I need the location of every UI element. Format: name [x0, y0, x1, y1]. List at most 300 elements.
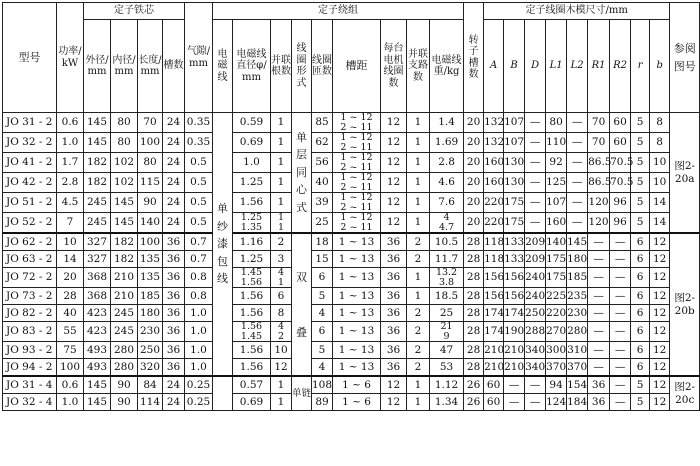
- pitch-cell: [333, 342, 381, 359]
- cell-line: 1.56: [240, 321, 263, 332]
- coil-turns-cell: 108: [312, 376, 333, 394]
- mold-L2-cell: —: [567, 133, 588, 153]
- coil-turns-cell: 89: [312, 394, 333, 411]
- slots-cell: 24: [163, 153, 185, 173]
- cell-line: 1.56: [239, 289, 264, 302]
- table-row: [3, 173, 700, 193]
- rotor-slots-header: 转子槽数: [464, 3, 484, 113]
- cell-line: 2 ~ 11: [340, 201, 373, 213]
- cell-line: 2 ~ 11: [340, 161, 373, 173]
- mold-B-cell: 174: [504, 305, 525, 322]
- table-row: [3, 394, 700, 411]
- parallel-branches-cell: 1: [407, 133, 430, 153]
- mold-B-cell: 190: [504, 322, 525, 342]
- wire-diameter-cell: [233, 322, 271, 342]
- coil-form-single-chain: 单链: [292, 376, 312, 411]
- cell-line: 1.56: [239, 196, 264, 209]
- cell-line: 1: [277, 212, 285, 223]
- mold-B-cell: 130: [504, 153, 525, 173]
- cell-line: 1.45: [240, 267, 263, 278]
- mold-b-cell: 12: [650, 376, 670, 394]
- inner-diameter-cell: 210: [111, 268, 138, 288]
- mold-L1-cell: 80: [546, 113, 567, 133]
- slots-cell: 24: [163, 113, 185, 133]
- outer-diameter-header: 外径/mm: [84, 20, 111, 113]
- rotor-slots-cell: 28: [464, 359, 484, 377]
- air-gap-cell: 0.35: [185, 133, 213, 153]
- cell-line: 1.4: [438, 116, 455, 129]
- inner-diameter-cell: 280: [111, 359, 138, 377]
- inner-diameter-cell: 280: [111, 342, 138, 359]
- coils-per-motor-cell: 12: [381, 133, 407, 153]
- cell-line: 0.57: [239, 378, 264, 391]
- air-gap-cell: 0.8: [185, 288, 213, 305]
- inner-diameter-cell: 245: [111, 305, 138, 322]
- table-body: [3, 113, 700, 411]
- coils-per-motor-cell: 36: [381, 359, 407, 377]
- parallel-branches-cell: 1: [407, 213, 430, 234]
- mold-B-cell: —: [504, 394, 525, 411]
- wire-diameter-cell: [233, 359, 271, 377]
- mold-L1-cell: 175: [546, 251, 567, 268]
- mold-R2-cell: —: [610, 342, 631, 359]
- coils-per-motor-cell: 12: [381, 173, 407, 193]
- wire-diameter-cell: [233, 133, 271, 153]
- outer-diameter-cell: 493: [84, 342, 111, 359]
- pitch-cell: [333, 213, 381, 234]
- air-gap-cell: 1.0: [185, 342, 213, 359]
- cell-line: 13.2: [435, 267, 458, 278]
- mold-R1-cell: —: [588, 268, 610, 288]
- mold-R2-cell: 70.5: [610, 153, 631, 173]
- rotor-slots-cell: 28: [464, 342, 484, 359]
- cell-line: 53: [439, 360, 454, 373]
- wire-weight-cell: [430, 193, 464, 213]
- mold-L2-header: L2: [567, 20, 588, 113]
- cell-line: 2 ~ 11: [340, 181, 373, 193]
- mold-r-cell: 6: [631, 322, 650, 342]
- mold-L1-cell: 270: [546, 322, 567, 342]
- parallel-wires-cell: [271, 288, 292, 305]
- winding-header: 定子绕组: [213, 3, 464, 20]
- mold-D-cell: —: [525, 213, 546, 234]
- coils-per-motor-cell: 12: [381, 153, 407, 173]
- table-row: [3, 268, 700, 288]
- coil-form-double-layer: 双叠: [292, 233, 312, 376]
- mold-b-cell: 12: [650, 305, 670, 322]
- mold-A-header: A: [484, 20, 504, 113]
- coils-per-motor-cell: 36: [381, 322, 407, 342]
- mold-r-cell: 6: [631, 342, 650, 359]
- mold-R2-cell: —: [610, 251, 631, 268]
- parallel-wires-cell: [271, 342, 292, 359]
- mold-B-cell: 107: [504, 133, 525, 153]
- cell-line: 2 ~ 11: [340, 121, 373, 133]
- slots-cell: 24: [163, 193, 185, 213]
- mold-L1-cell: 140: [546, 233, 567, 251]
- mold-B-cell: 210: [504, 359, 525, 377]
- cell-line: 1: [277, 378, 285, 391]
- inner-diameter-cell: 245: [111, 322, 138, 342]
- mold-b-cell: 14: [650, 193, 670, 213]
- mold-L2-cell: 180: [567, 251, 588, 268]
- cell-line: 1 ~ 13: [338, 271, 375, 284]
- mold-L2-cell: 235: [567, 288, 588, 305]
- cell-line: 1.12: [434, 378, 459, 391]
- mold-L2-cell: —: [567, 173, 588, 193]
- cell-line: 1 ~ 12: [340, 152, 373, 163]
- mold-b-header: b: [650, 20, 670, 113]
- mold-D-cell: 240: [525, 268, 546, 288]
- cell-line: 1 ~ 13: [338, 252, 375, 265]
- air-gap-cell: 0.7: [185, 251, 213, 268]
- wire-weight-cell: [430, 133, 464, 153]
- mold-L1-cell: 92: [546, 153, 567, 173]
- parallel-wires-cell: [271, 213, 292, 234]
- air-gap-cell: 0.8: [185, 268, 213, 288]
- mold-b-cell: 12: [650, 288, 670, 305]
- mold-L2-cell: 185: [567, 268, 588, 288]
- mold-r-cell: 6: [631, 288, 650, 305]
- cell-line: 10.5: [434, 235, 459, 248]
- mold-R1-cell: 120: [588, 193, 610, 213]
- length-cell: 230: [138, 322, 163, 342]
- power-cell: 7: [57, 213, 84, 234]
- outer-diameter-cell: 145: [84, 376, 111, 394]
- cell-line: 18.5: [434, 289, 459, 302]
- mold-L2-cell: —: [567, 113, 588, 133]
- mold-A-cell: 60: [484, 376, 504, 394]
- length-cell: 70: [138, 113, 163, 133]
- cell-line: 1: [277, 221, 285, 233]
- cell-line: 2 ~ 11: [340, 141, 373, 153]
- mold-R2-cell: —: [610, 233, 631, 251]
- mold-R2-cell: —: [610, 305, 631, 322]
- inner-diameter-cell: 210: [111, 288, 138, 305]
- wire-weight-cell: [430, 288, 464, 305]
- air-gap-cell: 0.5: [185, 213, 213, 234]
- parallel-wires-cell: [271, 153, 292, 173]
- outer-diameter-cell: 145: [84, 394, 111, 411]
- parallel-branches-cell: 1: [407, 376, 430, 394]
- outer-diameter-cell: 245: [84, 193, 111, 213]
- mold-A-cell: 220: [484, 193, 504, 213]
- mold-D-cell: 288: [525, 322, 546, 342]
- wire-weight-cell: [430, 113, 464, 133]
- mold-b-cell: 10: [650, 173, 670, 193]
- mold-D-cell: —: [525, 113, 546, 133]
- rotor-slots-cell: 20: [464, 153, 484, 173]
- cell-line: 1.35: [240, 221, 263, 233]
- mold-R1-cell: —: [588, 251, 610, 268]
- cell-line: 3.8: [438, 276, 455, 288]
- cell-line: 0.59: [239, 116, 264, 129]
- mold-R2-cell: —: [610, 376, 631, 394]
- cell-line: 1: [277, 116, 285, 129]
- air-gap-cell: 0.35: [185, 113, 213, 133]
- length-cell: 250: [138, 342, 163, 359]
- stator-core-header: 定子铁芯: [84, 3, 185, 20]
- coil-turns-cell: 5: [312, 342, 333, 359]
- mold-r-cell: 6: [631, 233, 650, 251]
- wire-diameter-cell: [233, 268, 271, 288]
- mold-R1-header: R1: [588, 20, 610, 113]
- pitch-cell: [333, 153, 381, 173]
- wire-weight-cell: [430, 213, 464, 234]
- parallel-branches-cell: 2: [407, 342, 430, 359]
- mold-L2-cell: —: [567, 153, 588, 173]
- table-row: [3, 376, 700, 394]
- mold-L2-cell: 145: [567, 233, 588, 251]
- parallel-branches-cell: 1: [407, 173, 430, 193]
- mold-r-cell: 5: [631, 376, 650, 394]
- mold-D-cell: —: [525, 173, 546, 193]
- outer-diameter-cell: 368: [84, 268, 111, 288]
- rotor-slots-cell: 20: [464, 213, 484, 234]
- length-cell: 185: [138, 288, 163, 305]
- cell-line: 1 ~ 6: [342, 378, 371, 391]
- length-header: 长度/mm: [138, 20, 163, 113]
- parallel-wires-cell: [271, 133, 292, 153]
- mold-A-cell: 132: [484, 133, 504, 153]
- coil-turns-cell: 4: [312, 305, 333, 322]
- slots-cell: 36: [163, 305, 185, 322]
- cell-line: 1.0: [243, 156, 260, 169]
- mold-b-cell: 8: [650, 133, 670, 153]
- slots-cell: 36: [163, 288, 185, 305]
- pitch-cell: [333, 359, 381, 377]
- coil-form-single-layer: 单层同心式: [292, 113, 312, 234]
- mold-D-cell: 340: [525, 342, 546, 359]
- mold-A-cell: 210: [484, 359, 504, 377]
- parallel-wires-cell: [271, 173, 292, 193]
- coil-turns-cell: 62: [312, 133, 333, 153]
- parallel-branches-cell: 1: [407, 193, 430, 213]
- mold-B-cell: 156: [504, 268, 525, 288]
- length-cell: 140: [138, 213, 163, 234]
- cell-line: 1 ~ 12: [340, 192, 373, 203]
- cell-line: 8: [277, 306, 285, 319]
- coil-turns-cell: 15: [312, 251, 333, 268]
- mold-r-cell: 5: [631, 173, 650, 193]
- cell-line: 25: [439, 306, 454, 319]
- mold-b-cell: 12: [650, 233, 670, 251]
- power-cell: 14: [57, 251, 84, 268]
- outer-diameter-cell: 182: [84, 173, 111, 193]
- length-cell: 100: [138, 133, 163, 153]
- mold-D-cell: —: [525, 394, 546, 411]
- mold-D-cell: —: [525, 153, 546, 173]
- coil-turns-header: 线圈匝数: [312, 20, 333, 113]
- cell-line: 2.8: [438, 156, 455, 169]
- air-gap-header: 气隙/mm: [185, 3, 213, 113]
- cell-line: 1: [277, 276, 285, 288]
- ref-fig-c: 图2-20c: [670, 376, 700, 411]
- rotor-slots-cell: 26: [464, 376, 484, 394]
- parallel-branches-header: 并联支路数: [407, 20, 430, 113]
- wire-diameter-cell: [233, 213, 271, 234]
- wire-type-cell: 单纱漆包线: [213, 113, 233, 377]
- mold-L2-cell: 230: [567, 305, 588, 322]
- motor-spec-table: [2, 2, 700, 411]
- rotor-slots-cell: 28: [464, 233, 484, 251]
- coil-turns-cell: 4: [312, 359, 333, 377]
- outer-diameter-cell: 327: [84, 233, 111, 251]
- power-cell: 4.5: [57, 193, 84, 213]
- outer-diameter-cell: 145: [84, 133, 111, 153]
- model-cell: JO 83 - 2: [3, 322, 57, 342]
- mold-R1-cell: —: [588, 288, 610, 305]
- cell-line: 1: [277, 395, 285, 408]
- mold-D-cell: 240: [525, 288, 546, 305]
- slots-cell: 24: [163, 173, 185, 193]
- parallel-wires-cell: [271, 193, 292, 213]
- wire-weight-cell: [430, 305, 464, 322]
- outer-diameter-cell: 145: [84, 113, 111, 133]
- cell-line: 0.69: [239, 136, 264, 149]
- coils-per-motor-header: 每台电机线圈数: [381, 20, 407, 113]
- length-cell: 80: [138, 153, 163, 173]
- cell-line: 1.56: [239, 306, 264, 319]
- air-gap-cell: 0.5: [185, 193, 213, 213]
- power-cell: 40: [57, 305, 84, 322]
- mold-L1-cell: 175: [546, 268, 567, 288]
- pitch-header: 槽距: [333, 20, 381, 113]
- coils-per-motor-cell: 36: [381, 288, 407, 305]
- mold-D-cell: 209: [525, 233, 546, 251]
- inner-diameter-header: 内径/mm: [111, 20, 138, 113]
- air-gap-cell: 0.7: [185, 233, 213, 251]
- coil-turns-cell: 56: [312, 153, 333, 173]
- model-cell: JO 93 - 2: [3, 342, 57, 359]
- coils-per-motor-cell: 36: [381, 268, 407, 288]
- slots-cell: 24: [163, 213, 185, 234]
- mold-L1-cell: 300: [546, 342, 567, 359]
- outer-diameter-cell: 327: [84, 251, 111, 268]
- wire-weight-cell: [430, 359, 464, 377]
- cell-line: 21: [440, 321, 453, 332]
- wire-weight-cell: [430, 394, 464, 411]
- table-row: [3, 342, 700, 359]
- model-cell: JO 72 - 2: [3, 268, 57, 288]
- cell-line: 1 ~ 13: [338, 306, 375, 319]
- mold-A-cell: 160: [484, 153, 504, 173]
- ref-fig-a: 图2-20a: [670, 113, 700, 234]
- mold-A-cell: 118: [484, 251, 504, 268]
- mold-L1-cell: 160: [546, 213, 567, 234]
- mold-R1-cell: 70: [588, 133, 610, 153]
- inner-diameter-cell: 145: [111, 193, 138, 213]
- model-cell: JO 94 - 2: [3, 359, 57, 377]
- rotor-slots-cell: 20: [464, 133, 484, 153]
- mold-A-cell: 174: [484, 305, 504, 322]
- coil-mold-header: 定子线圈木模尺寸/mm: [484, 3, 670, 20]
- wire-weight-cell: [430, 342, 464, 359]
- ref-fig-b: 图2-20b: [670, 233, 700, 376]
- parallel-branches-cell: 1: [407, 113, 430, 133]
- power-cell: 0.6: [57, 113, 84, 133]
- coils-per-motor-cell: 36: [381, 251, 407, 268]
- wire-diameter-cell: [233, 173, 271, 193]
- mold-D-cell: 209: [525, 251, 546, 268]
- model-cell: JO 63 - 2: [3, 251, 57, 268]
- cell-line: 1.34: [434, 395, 459, 408]
- mold-R2-cell: —: [610, 394, 631, 411]
- inner-diameter-cell: 102: [111, 173, 138, 193]
- cell-line: 1: [277, 176, 285, 189]
- table-row: [3, 322, 700, 342]
- mold-r-header: r: [631, 20, 650, 113]
- mold-L1-cell: 225: [546, 288, 567, 305]
- table-row: [3, 233, 700, 251]
- rotor-slots-cell: 28: [464, 305, 484, 322]
- slots-cell: 36: [163, 233, 185, 251]
- cell-line: 1.45: [240, 330, 263, 342]
- length-cell: 135: [138, 268, 163, 288]
- power-cell: 20: [57, 268, 84, 288]
- cell-line: 4: [277, 321, 285, 332]
- coil-turns-cell: 6: [312, 268, 333, 288]
- air-gap-cell: 0.25: [185, 394, 213, 411]
- mold-b-cell: 12: [650, 251, 670, 268]
- cell-line: 1 ~ 13: [338, 360, 375, 373]
- wire-weight-cell: [430, 268, 464, 288]
- model-cell: JO 31 - 4: [3, 376, 57, 394]
- mold-R1-cell: —: [588, 322, 610, 342]
- model-cell: JO 51 - 2: [3, 193, 57, 213]
- pitch-cell: [333, 193, 381, 213]
- outer-diameter-cell: 423: [84, 322, 111, 342]
- pitch-cell: [333, 376, 381, 394]
- mold-L2-cell: 310: [567, 342, 588, 359]
- mold-r-cell: 5: [631, 193, 650, 213]
- cell-line: 2: [277, 330, 285, 342]
- pitch-cell: [333, 251, 381, 268]
- wire-diameter-cell: [233, 233, 271, 251]
- parallel-wires-cell: [271, 305, 292, 322]
- rotor-slots-cell: 28: [464, 268, 484, 288]
- power-header: 功率/kW: [57, 3, 84, 113]
- pitch-cell: [333, 322, 381, 342]
- cell-line: 0.69: [239, 395, 264, 408]
- mold-B-cell: 156: [504, 288, 525, 305]
- wire-diameter-cell: [233, 376, 271, 394]
- mold-A-cell: 60: [484, 394, 504, 411]
- cell-line: 1 ~ 13: [338, 235, 375, 248]
- table-row: [3, 305, 700, 322]
- slots-cell: 36: [163, 322, 185, 342]
- mold-A-cell: 156: [484, 268, 504, 288]
- power-cell: 1.7: [57, 153, 84, 173]
- cell-line: 2: [277, 235, 285, 248]
- mold-A-cell: 160: [484, 173, 504, 193]
- model-cell: JO 52 - 2: [3, 213, 57, 234]
- mold-L2-cell: —: [567, 213, 588, 234]
- coils-per-motor-cell: 12: [381, 113, 407, 133]
- table-row: [3, 213, 700, 234]
- parallel-wires-cell: [271, 394, 292, 411]
- mold-R2-cell: —: [610, 268, 631, 288]
- power-cell: 100: [57, 359, 84, 377]
- coil-turns-cell: 85: [312, 113, 333, 133]
- ref-fig-header: 参阅图号: [670, 3, 700, 113]
- wire-weight-header: 电磁线重/kg: [430, 20, 464, 113]
- parallel-branches-cell: 1: [407, 288, 430, 305]
- wire-diameter-header: 电磁线直径φ/mm: [233, 20, 271, 113]
- model-cell: JO 82 - 2: [3, 305, 57, 322]
- rotor-slots-cell: 26: [464, 394, 484, 411]
- length-cell: 320: [138, 359, 163, 377]
